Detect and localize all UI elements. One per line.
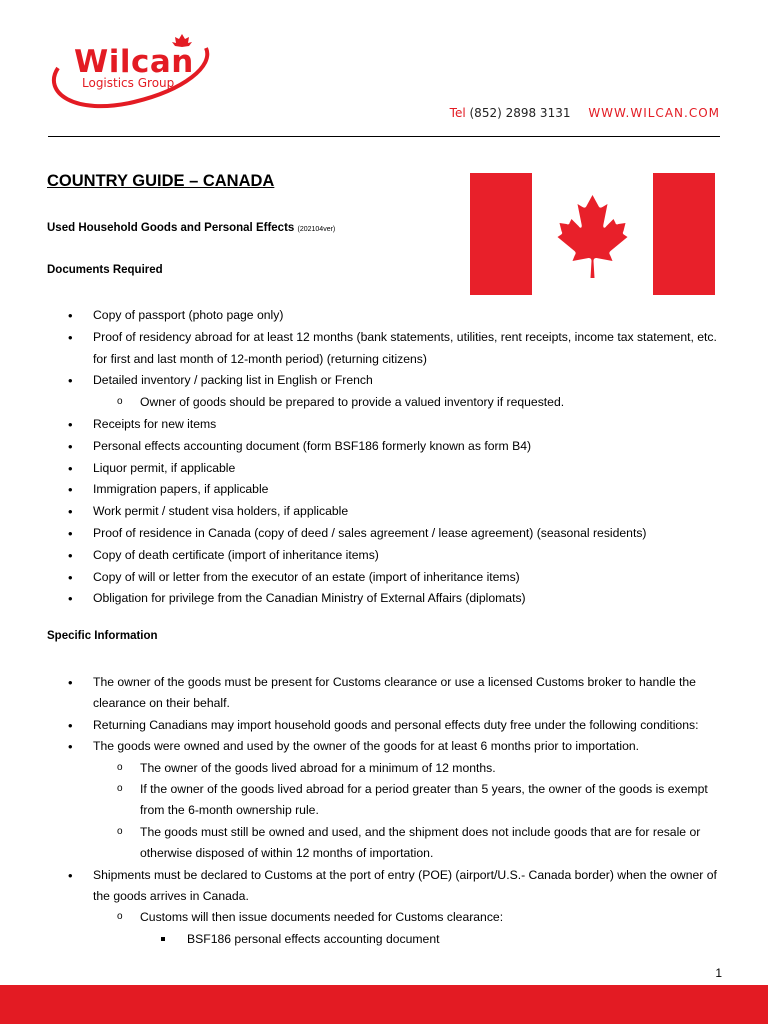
list-item: • Detailed inventory / packing list in English or French <box>47 370 727 392</box>
documents-heading: Documents Required <box>47 264 163 276</box>
contact-info <box>450 106 720 120</box>
list-subitem: o Owner of goods should be prepared to provide a valued inventory if requested. <box>47 392 727 414</box>
list-item: • Copy of death certificate (import of inheritance items) <box>47 545 727 567</box>
page-subtitle <box>47 222 335 234</box>
list-item: • Obligation for privilege from the Canadian Ministry of External Affairs (diplomats) <box>47 588 727 610</box>
list-item: • Immigration papers, if applicable <box>47 479 727 501</box>
list-item: • Returning Canadians may import household goods and personal effects duty free under the following conditions: <box>47 715 727 736</box>
list-item: • The owner of the goods must be present for Customs clearance or use a licensed Customs broker to handle the clearance on their behalf. <box>47 672 727 715</box>
page-number: 1 <box>715 966 722 980</box>
website-link[interactable]: WWW.WILCAN.COM <box>588 106 720 120</box>
list-item: • Work permit / student visa holders, if applicable <box>47 501 727 523</box>
logo-wordmark: Wilcan <box>74 44 194 80</box>
list-item: • Receipts for new items <box>47 414 727 436</box>
list-subsubitem: BSF186 personal effects accounting document <box>47 929 727 950</box>
list-item: • Shipments must be declared to Customs at the port of entry (POE) (airport/U.S.- Canada border) when the owner of the goods arrives in Canada. <box>47 865 727 908</box>
list-item: • Proof of residence in Canada (copy of deed / sales agreement / lease agreement) (seasonal residents) <box>47 523 727 545</box>
tel-label: Tel <box>449 106 466 120</box>
footer-bar <box>0 985 768 1024</box>
list-subitem: o The goods must still be owned and used, and the shipment does not include goods that are for resale or otherwise disposed of within 12 months of importation. <box>47 822 727 865</box>
list-item: • Personal effects accounting document (form BSF186 formerly known as form B4) <box>47 436 727 458</box>
tel-number: (852) 2898 3131 <box>469 106 571 120</box>
specific-list <box>47 672 727 950</box>
list-item: • Proof of residency abroad for at least 12 months (bank statements, utilities, rent receipts, income tax statement, etc. for first and last month of 12-month period) (returning citizens) <box>47 327 727 371</box>
documents-list <box>47 305 727 610</box>
version-label: (202104ver) <box>297 226 336 233</box>
list-item: • Copy of passport (photo page only) <box>47 305 727 327</box>
list-subitem: o Customs will then issue documents needed for Customs clearance: <box>47 907 727 928</box>
list-item: • Copy of will or letter from the executor of an estate (import of inheritance items) <box>47 567 727 589</box>
list-item: • Liquor permit, if applicable <box>47 458 727 480</box>
specific-heading: Specific Information <box>47 630 158 642</box>
logo-subtext: Logistics Group <box>82 76 175 90</box>
header-divider <box>48 136 720 137</box>
list-subitem: o If the owner of the goods lived abroad for a period greater than 5 years, the owner of the goods is exempt from the 6-month ownership rule. <box>47 779 727 822</box>
list-item: • The goods were owned and used by the owner of the goods for at least 6 months prior to importation. <box>47 736 727 757</box>
canada-flag-icon <box>470 173 715 295</box>
list-subitem: o The owner of the goods lived abroad for a minimum of 12 months. <box>47 758 727 779</box>
subtitle-text: Used Household Goods and Personal Effects <box>47 222 295 234</box>
page-title: COUNTRY GUIDE – CANADA <box>47 172 275 190</box>
wilcan-logo <box>44 30 224 120</box>
